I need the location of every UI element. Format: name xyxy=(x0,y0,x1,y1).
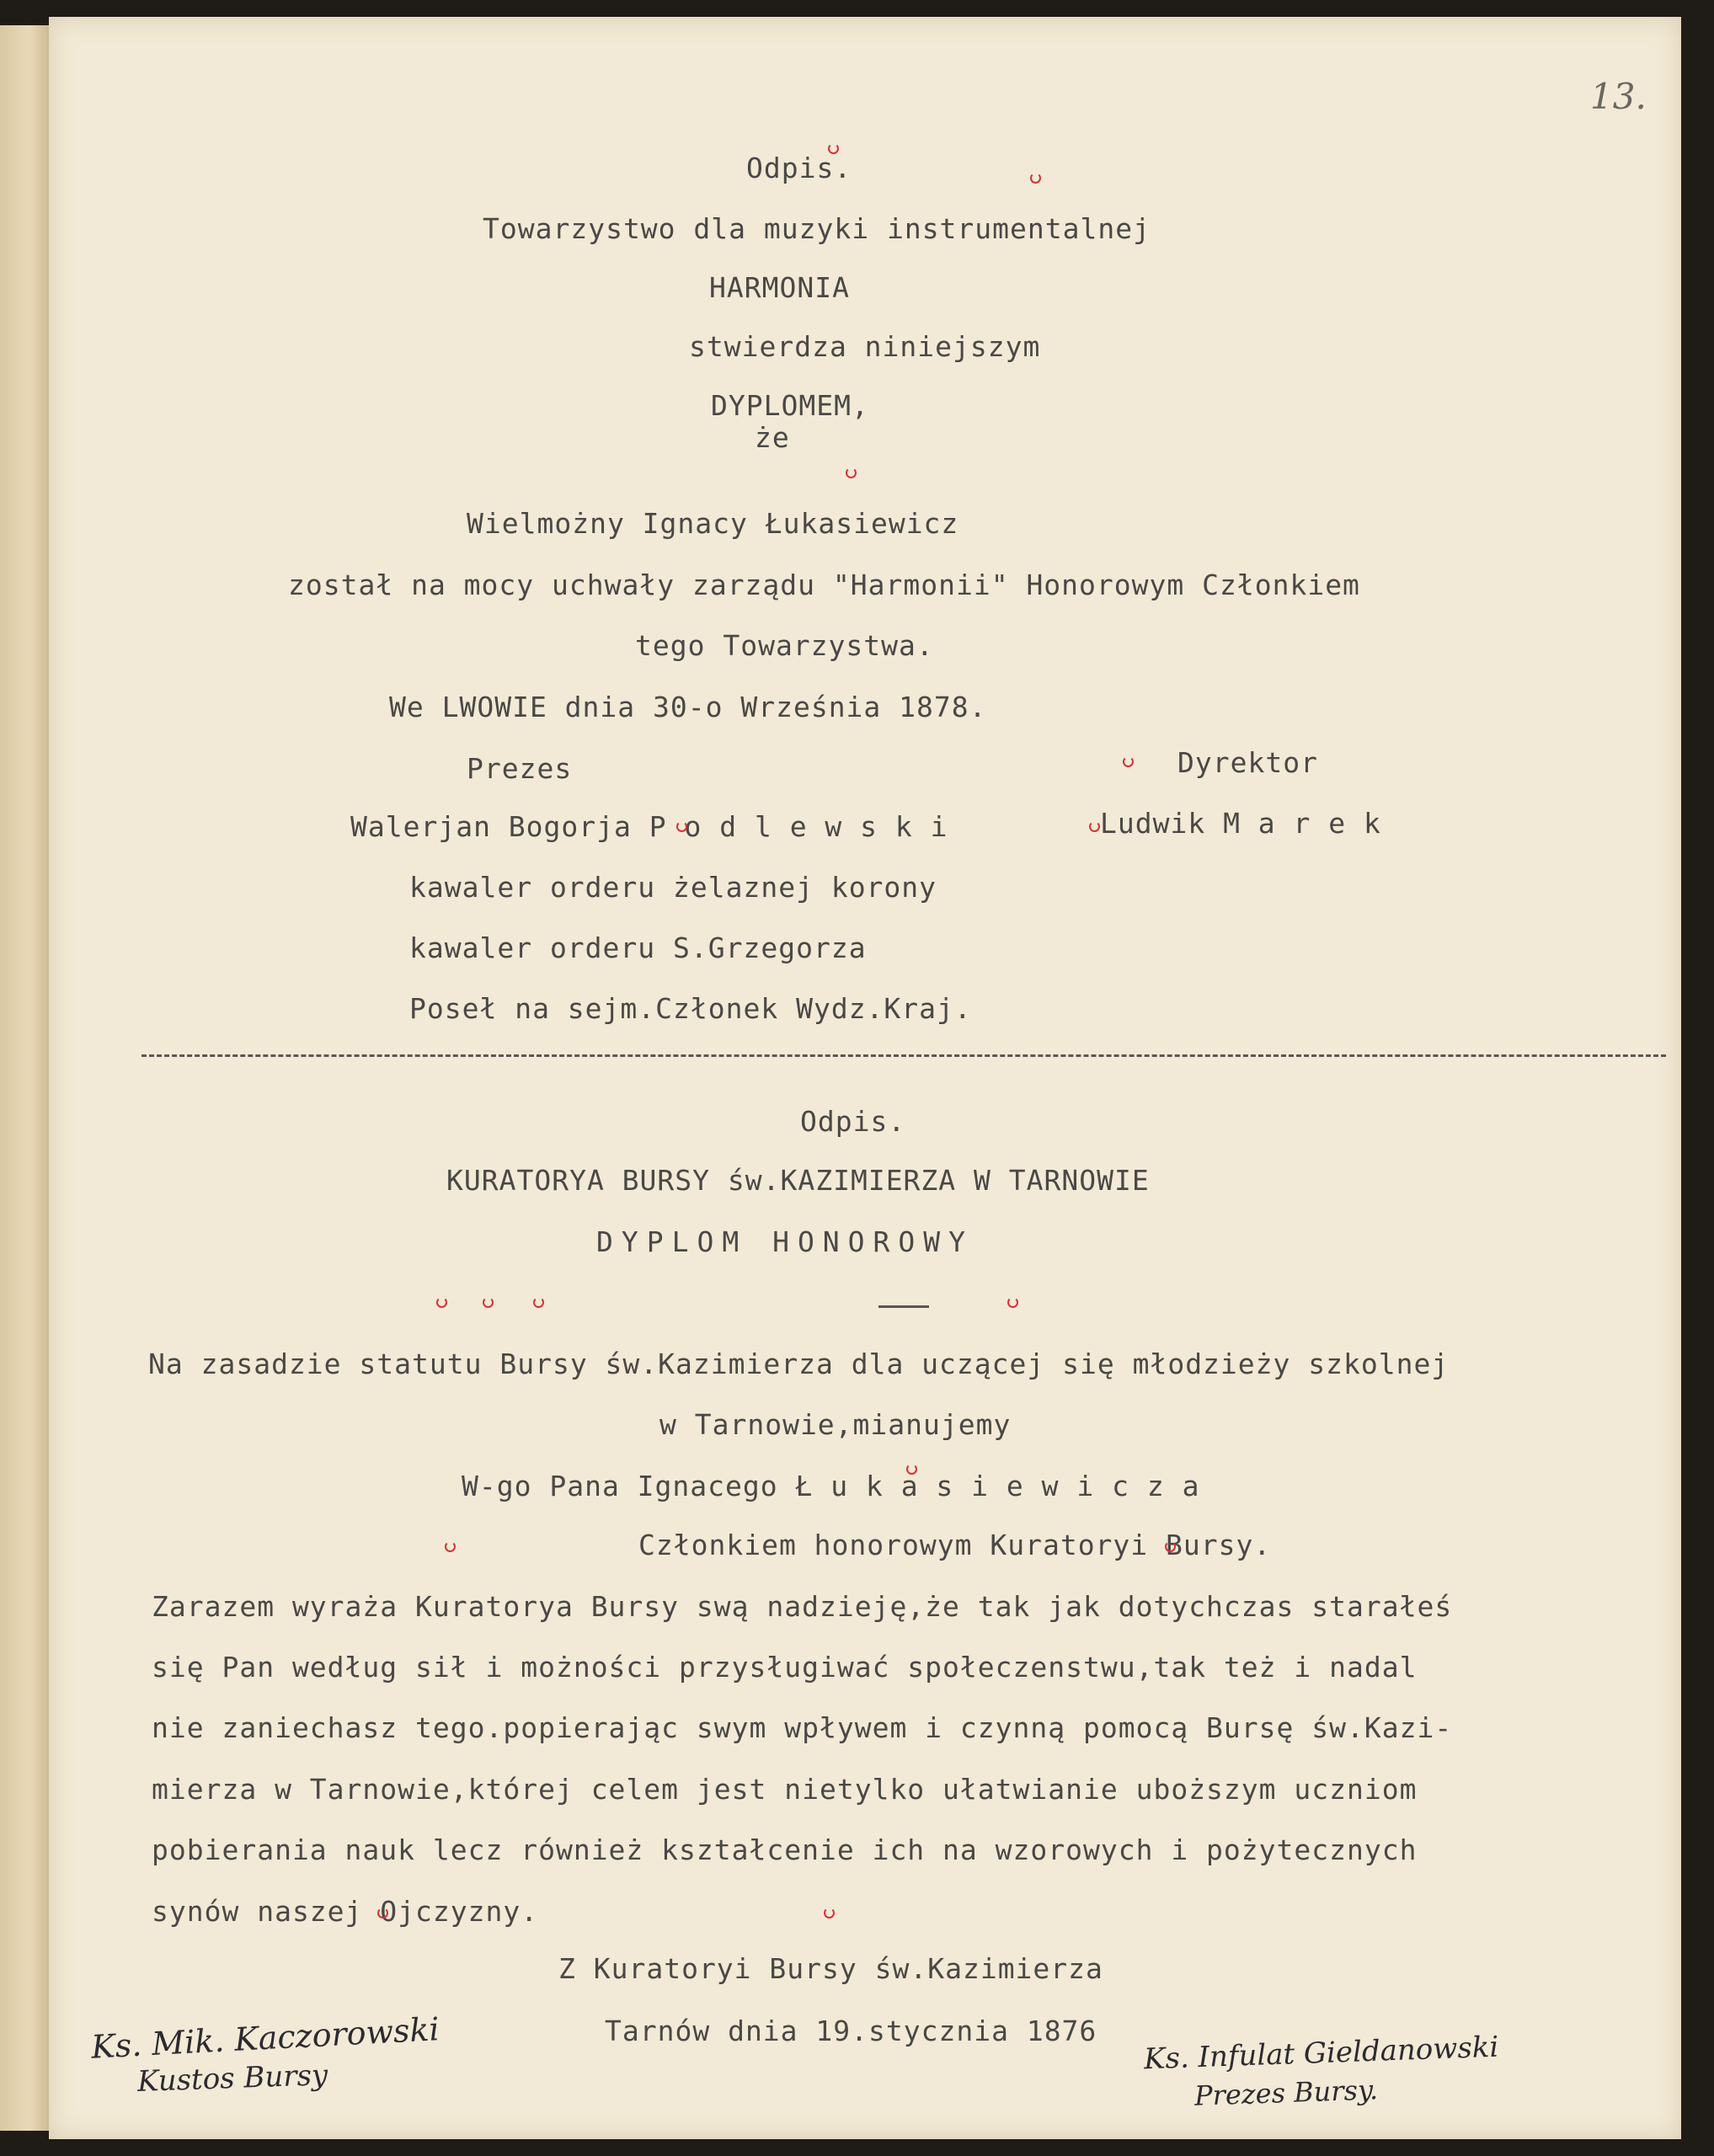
correction-mark xyxy=(1165,1541,1176,1552)
diploma2-body-line: pobierania nauk lecz również kształcenie ich na wzorowych i pożytecznych xyxy=(152,1833,1418,1866)
left-signature-title: Kustos Bursy xyxy=(136,2058,328,2099)
diploma1-that: że xyxy=(755,421,790,454)
diploma1-left-line2: kawaler orderu żelaznej korony xyxy=(409,871,937,904)
diploma1-certifies: stwierdza niniejszym xyxy=(689,330,1041,363)
diploma2-body-line: Zarazem wyraża Kuratorya Bursy swą nadzieję,że tak jak dotychczas starałeś xyxy=(152,1590,1453,1623)
correction-mark xyxy=(1123,756,1134,767)
right-signature: Ks. Infulat Gieldanowski xyxy=(1143,2030,1499,2077)
diploma1-name: HARMONIA xyxy=(709,271,850,304)
diploma1-heading: Odpis. xyxy=(746,152,852,184)
diploma2-line2: w Tarnowie,mianujemy xyxy=(659,1408,1012,1441)
diploma2-closing: Z Kuratoryi Bursy św.Kazimierza xyxy=(558,1952,1103,1985)
page-number: 13. xyxy=(1590,76,1647,117)
correction-mark xyxy=(1007,1297,1018,1308)
left-signature: Ks. Mik. Kaczorowski xyxy=(90,2010,441,2066)
diploma2-institution: KURATORYA BURSY św.KAZIMIERZA W TARNOWIE xyxy=(446,1164,1150,1197)
diploma2-line1: Na zasadzie statutu Bursy św.Kazimierza dla uczącej się młodzieży szkolnej xyxy=(148,1348,1450,1380)
diploma1-right-name: Ludwik M a r e k xyxy=(1100,807,1381,840)
diploma2-role: Członkiem honorowym Kuratoryi Bursy. xyxy=(638,1529,1272,1561)
document-page xyxy=(49,17,1681,2139)
correction-mark xyxy=(906,1464,917,1475)
diploma2-body-line: się Pan według sił i możności przysługiwać społeczenstwu,tak też i nadal xyxy=(152,1651,1418,1684)
diploma1-right-title: Dyrektor xyxy=(1177,746,1318,779)
diploma1-society: tego Towarzystwa. xyxy=(635,629,934,662)
correction-mark xyxy=(533,1297,544,1308)
diploma1-left-line3: kawaler orderu S.Grzegorza xyxy=(409,931,867,964)
diploma2-body-line: mierza w Tarnowie,której celem jest nietylko ułatwianie uboższym uczniom xyxy=(152,1773,1418,1806)
right-signature-title: Prezes Bursy. xyxy=(1193,2073,1379,2112)
title-underline xyxy=(878,1305,929,1308)
diploma1-date: We LWOWIE dnia 30-o Września 1878. xyxy=(389,691,987,723)
diploma1-left-title: Prezes xyxy=(467,752,573,785)
diploma2-body-line: synów naszej Ojczyzny. xyxy=(152,1895,539,1928)
previous-page-edge xyxy=(0,25,49,2131)
correction-mark xyxy=(377,1908,388,1919)
section-divider xyxy=(141,1054,1666,1057)
correction-mark xyxy=(436,1297,447,1308)
correction-mark xyxy=(676,821,687,832)
diploma2-honoree: W-go Pana Ignacego Ł u k a s i e w i c z a xyxy=(462,1470,1200,1502)
diploma1-left-line4: Poseł na sejm.Członek Wydz.Kraj. xyxy=(409,992,972,1025)
correction-mark xyxy=(846,467,857,478)
diploma2-body-line: nie zaniechasz tego.popierając swym wpływem i czynną pomocą Bursę św.Kazi- xyxy=(152,1711,1453,1744)
diploma1-org: Towarzystwo dla muzyki instrumentalnej xyxy=(483,212,1151,245)
diploma2-title: DYPLOM HONOROWY xyxy=(596,1225,974,1258)
correction-mark xyxy=(445,1541,456,1552)
correction-mark xyxy=(828,143,839,154)
diploma1-left-name: Walerjan Bogorja P o d l e w s k i xyxy=(350,810,948,843)
diploma2-date: Tarnów dnia 19.stycznia 1876 xyxy=(605,2015,1097,2047)
correction-mark xyxy=(1030,173,1041,184)
diploma2-heading: Odpis. xyxy=(800,1105,906,1138)
diploma1-honoree: Wielmożny Ignacy Łukasiewicz xyxy=(467,507,959,540)
diploma1-diploma-word: DYPLOMEM, xyxy=(711,389,869,422)
correction-mark xyxy=(1089,821,1100,832)
diploma1-resolution: został na mocy uchwały zarządu "Harmonii" Honorowym Członkiem xyxy=(288,568,1360,601)
correction-mark xyxy=(824,1908,835,1919)
correction-mark xyxy=(483,1297,494,1308)
